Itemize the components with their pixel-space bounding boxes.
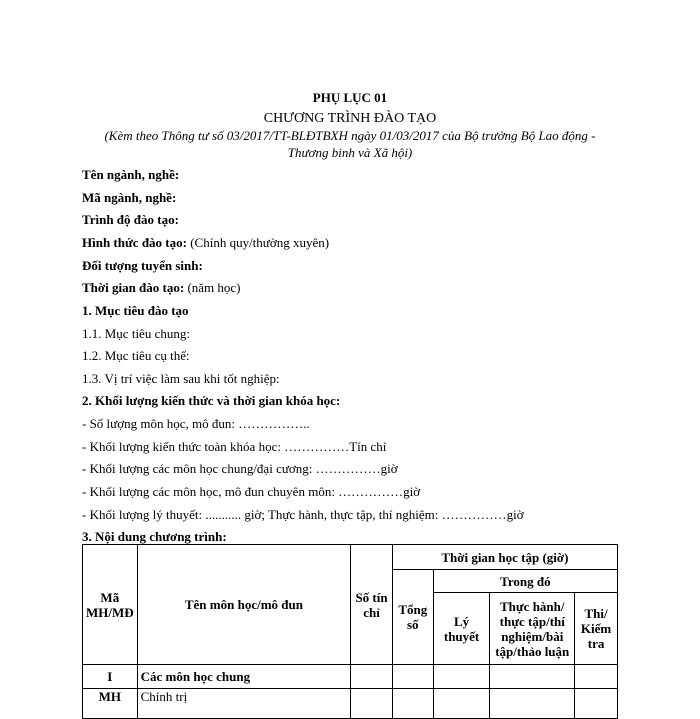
section1-heading: 1. Mục tiêu đào tạo <box>82 303 189 318</box>
table-row <box>83 665 618 689</box>
section2-heading: 2. Khối lượng kiến thức và thời gian khóa học: <box>82 393 341 408</box>
program-table <box>82 544 618 719</box>
row-cell <box>351 689 393 719</box>
table-header-row-1 <box>83 545 618 570</box>
table-row <box>83 689 618 719</box>
col-header-thuc-hanh: Thực hành/ thực tập/thí nghiệm/bài tập/thảo luận <box>490 593 575 665</box>
section2-item4: - Khối lượng các môn học, mô đun chuyên môn: ……………giờ <box>82 484 421 499</box>
row-name: Chính trị <box>137 689 351 719</box>
col-header-thoi-gian: Thời gian học tập (giờ) <box>392 545 617 570</box>
field-hinh-thuc-value: (Chính quy/thường xuyên) <box>190 235 330 250</box>
row-cell <box>575 665 618 689</box>
row-cell <box>351 665 393 689</box>
row-cell <box>490 665 575 689</box>
field-trinh-do: Trình độ đào tạo: <box>82 212 179 227</box>
row-cell <box>575 689 618 719</box>
col-header-trong-do: Trong đó <box>433 570 617 593</box>
section2-item5: - Khối lượng lý thuyết: ........... giờ; Thực hành, thực tập, thí nghiệm: ……………giờ <box>82 507 524 522</box>
row-cell <box>433 689 490 719</box>
document-title: CHƯƠNG TRÌNH ĐÀO TẠO <box>263 111 437 126</box>
field-hinh-thuc <box>82 235 329 251</box>
col-header-so-tin-chi: Số tín chỉ <box>351 545 393 665</box>
col-header-tong-so: Tổng số <box>392 570 433 665</box>
row-cell <box>490 689 575 719</box>
section1-item3: 1.3. Vị trí việc làm sau khi tốt nghiệp: <box>82 371 280 386</box>
row-code: I <box>83 665 138 689</box>
row-code: MH <box>83 689 138 719</box>
section1-item2: 1.2. Mục tiêu cụ thể: <box>82 348 190 363</box>
field-thoi-gian-label: Thời gian đào tạo: <box>82 280 185 295</box>
section1-item1: 1.1. Mục tiêu chung: <box>82 326 190 341</box>
col-header-ly-thuyet: Lý thuyết <box>433 593 490 665</box>
section2-item3: - Khối lượng các môn học chung/đại cương: ……………giờ <box>82 461 398 476</box>
col-header-ten: Tên môn học/mô đun <box>137 545 351 665</box>
document-subtitle-line2: Thương binh và Xã hội) <box>287 145 413 160</box>
col-header-ma: Mã MH/MĐ <box>83 545 138 665</box>
field-hinh-thuc-label: Hình thức đào tạo: <box>82 235 187 250</box>
field-nganh: Tên ngành, nghề: <box>82 167 180 182</box>
appendix-label: PHỤ LỤC 01 <box>312 90 388 105</box>
col-header-thi-kiem-tra: Thi/ Kiếm tra <box>575 593 618 665</box>
field-thoi-gian <box>82 280 241 296</box>
section2-item1: - Số lượng môn học, mô đun: …………….. <box>82 416 310 431</box>
field-doi-tuong: Đối tượng tuyển sinh: <box>82 258 203 273</box>
section3-heading: 3. Nội dung chương trình: <box>82 529 227 544</box>
document-subtitle-line1: (Kèm theo Thông tư số 03/2017/TT-BLĐTBXH ngày 01/03/2017 của Bộ trưởng Bộ Lao động - <box>104 128 596 143</box>
row-cell <box>392 689 433 719</box>
row-cell <box>392 665 433 689</box>
field-ma-nganh: Mã ngành, nghề: <box>82 190 177 205</box>
row-cell <box>433 665 490 689</box>
row-name: Các môn học chung <box>137 665 351 689</box>
section2-item2: - Khối lượng kiến thức toàn khóa học: ……………Tín chỉ <box>82 439 387 454</box>
field-thoi-gian-value: (năm học) <box>187 280 241 295</box>
